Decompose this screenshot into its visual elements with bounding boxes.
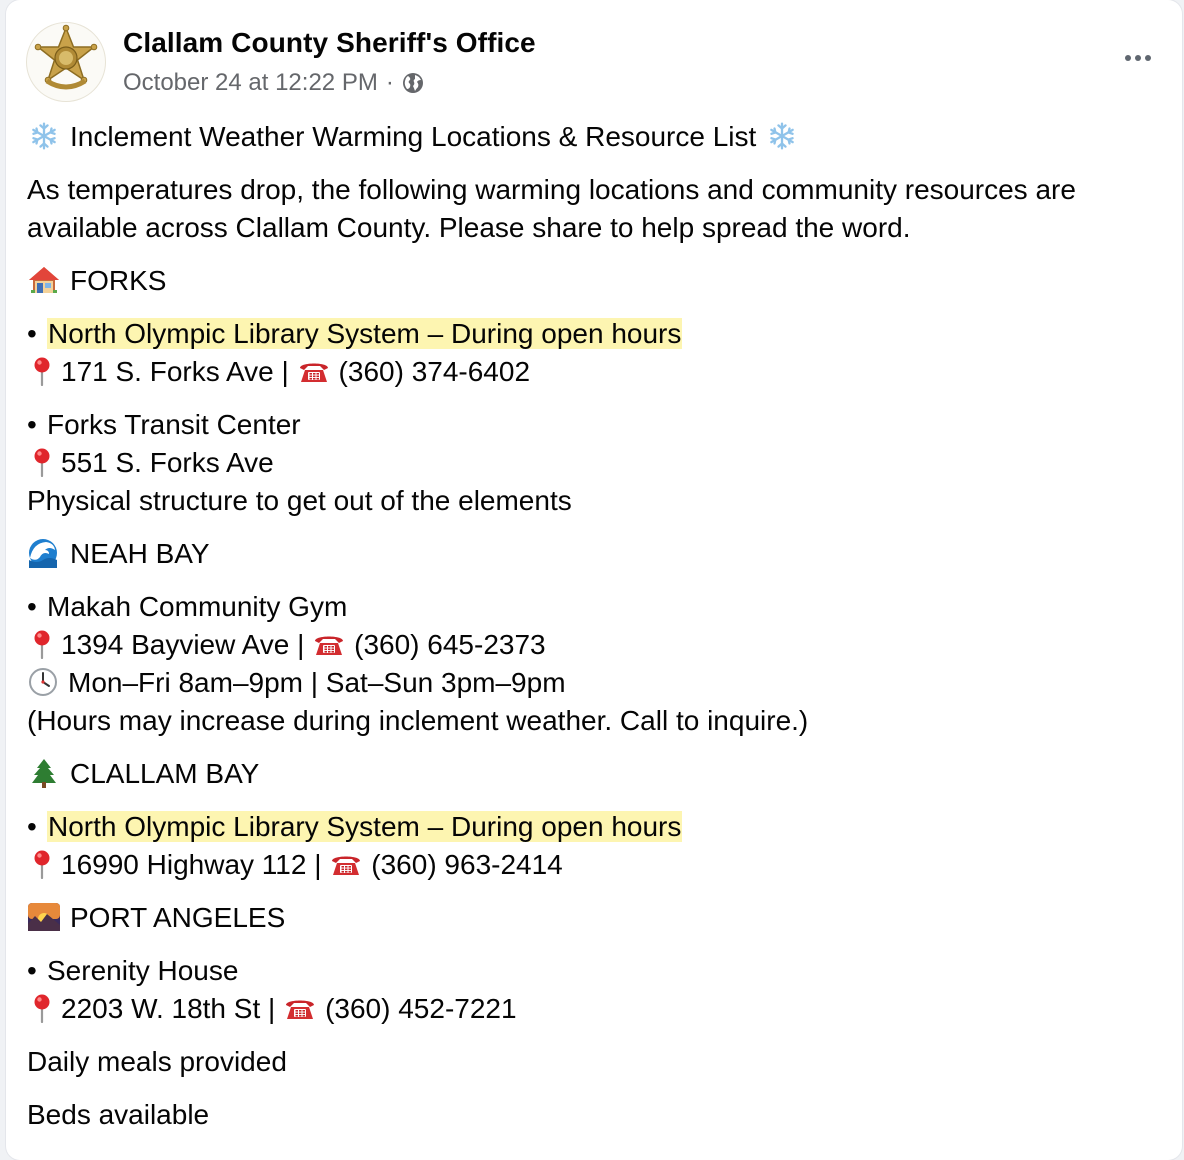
- pin-icon: [27, 849, 57, 879]
- location-hours-line: Mon–Fri 8am–9pm | Sat–Sun 3pm–9pm: [27, 664, 1158, 702]
- house-icon: [27, 265, 61, 295]
- page-name[interactable]: Clallam County Sheriff's Office: [123, 27, 536, 58]
- telephone-icon: [297, 356, 331, 386]
- telephone-icon: [329, 849, 363, 879]
- location-note: Beds available: [27, 1099, 210, 1130]
- telephone-icon: [283, 993, 317, 1023]
- section-heading-neah-bay: NEAH BAY: [27, 535, 1158, 573]
- globe-icon[interactable]: [401, 71, 425, 95]
- post-body: [27, 118, 1158, 1134]
- location-address-line: 171 S. Forks Ave | (360) 374-6402: [27, 353, 1158, 391]
- pin-icon: [27, 356, 57, 386]
- page-avatar[interactable]: [26, 22, 106, 102]
- section-heading-port-angeles: PORT ANGELES: [27, 899, 1158, 937]
- location-address-line: 1394 Bayview Ave | (360) 645-2373: [27, 626, 1158, 664]
- sunrise-icon: [27, 902, 61, 932]
- location-address-line: 2203 W. 18th St | (360) 452-7221: [27, 990, 1158, 1028]
- section-heading-forks: FORKS: [27, 262, 1158, 300]
- highlighted-text: North Olympic Library System – During open hours: [48, 318, 682, 349]
- location-name: • Serenity House: [27, 955, 239, 986]
- more-options-icon: [1125, 55, 1131, 61]
- post-intro: As temperatures drop, the following warming locations and community resources are available across Clallam County. Please share to help spread the word.: [27, 174, 1076, 243]
- post-timestamp[interactable]: October 24 at 12:22 PM: [123, 69, 378, 96]
- pin-icon: [27, 629, 57, 659]
- pin-icon: [27, 447, 57, 477]
- post-card: [6, 0, 1182, 1160]
- post-header: [26, 20, 1162, 104]
- location-name: • North Olympic Library System – During open hours: [27, 811, 682, 842]
- clock-icon: [27, 667, 59, 697]
- telephone-icon: [312, 629, 346, 659]
- location-note: (Hours may increase during inclement weather. Call to inquire.): [27, 705, 809, 736]
- post-title: Inclement Weather Warming Locations & Resource List: [27, 118, 1158, 156]
- location-name: • North Olympic Library System – During open hours: [27, 318, 682, 349]
- location-note: Physical structure to get out of the elements: [27, 485, 572, 516]
- tree-icon: [27, 758, 61, 788]
- location-address-line: 16990 Highway 112 | (360) 963-2414: [27, 846, 1158, 884]
- location-name: • Forks Transit Center: [27, 409, 301, 440]
- wave-icon: [27, 538, 61, 568]
- more-options-button[interactable]: [1116, 46, 1160, 70]
- pin-icon: [27, 993, 57, 1023]
- sheriff-star-icon: [27, 23, 105, 101]
- snowflake-icon: [27, 121, 61, 151]
- snowflake-icon: [765, 121, 799, 151]
- post-meta: [123, 69, 425, 97]
- section-heading-clallam-bay: CLALLAM BAY: [27, 755, 1158, 793]
- location-name: • Makah Community Gym: [27, 591, 348, 622]
- location-note: Daily meals provided: [27, 1046, 287, 1077]
- location-address-line: 551 S. Forks Ave: [27, 444, 1158, 482]
- meta-separator: ·: [385, 69, 394, 96]
- highlighted-text: North Olympic Library System – During open hours: [48, 811, 682, 842]
